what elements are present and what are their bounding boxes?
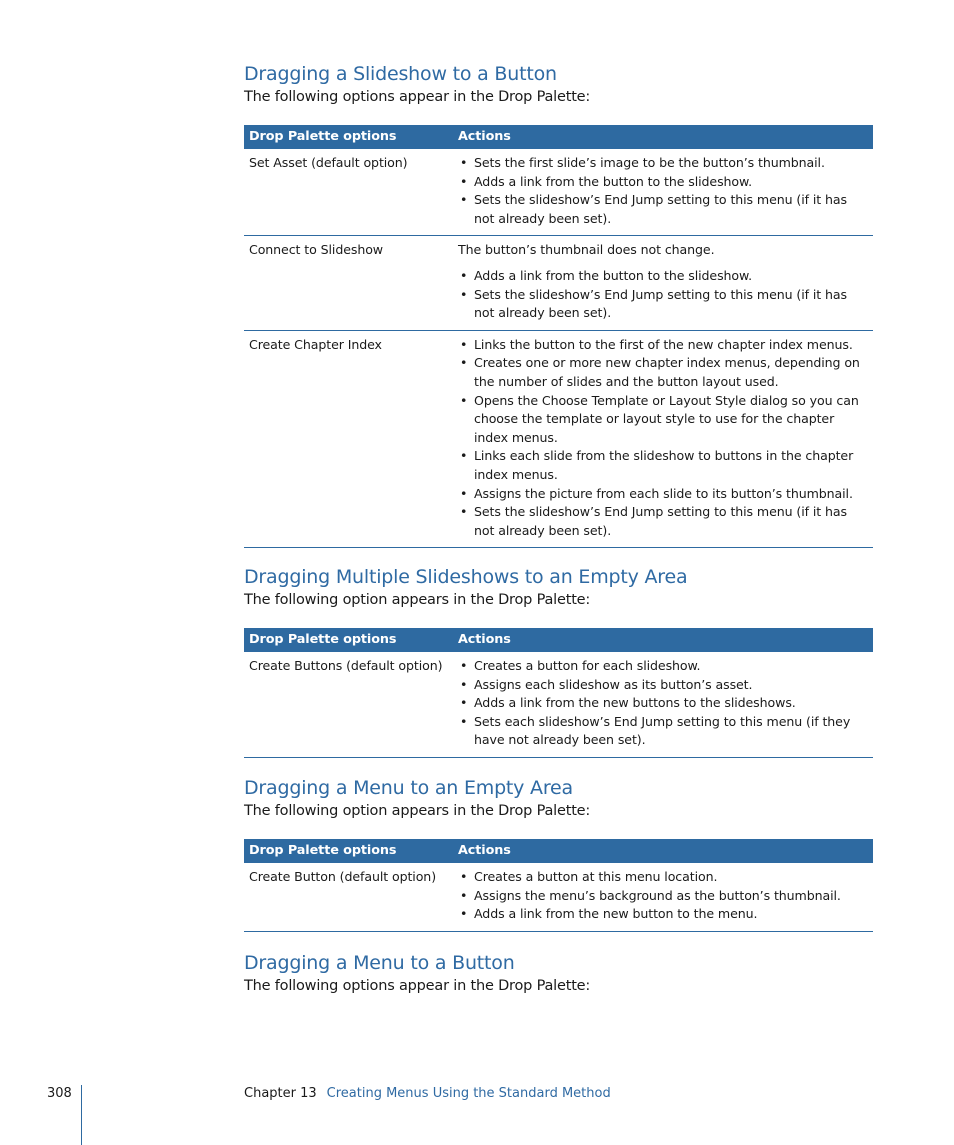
footer-chapter xyxy=(244,1086,611,1101)
column-header: Drop Palette options xyxy=(244,839,453,863)
section-menu-to-button xyxy=(244,951,873,997)
section-heading: Dragging a Menu to an Empty Area xyxy=(244,777,573,799)
chapter-title: Creating Menus Using the Standard Method xyxy=(326,1086,611,1101)
drop-palette-table xyxy=(244,628,873,758)
action-list xyxy=(458,267,868,323)
section-intro: The following options appear in the Drop Palette: xyxy=(244,978,591,994)
option-cell: Create Button (default option) xyxy=(244,863,453,931)
actions-cell xyxy=(453,149,873,236)
action-item: • Sets each slideshow’s End Jump setting to this menu (if they have not already been set). xyxy=(458,713,868,750)
action-item: • Creates a button at this menu location. xyxy=(458,868,868,887)
chapter-label: Chapter 13 xyxy=(244,1086,317,1101)
action-list xyxy=(458,336,868,541)
action-item: • Creates a button for each slideshow. xyxy=(458,657,868,676)
option-cell: Set Asset (default option) xyxy=(244,149,453,236)
action-list xyxy=(458,868,868,924)
footer-divider xyxy=(81,1085,82,1145)
table-row xyxy=(244,330,873,548)
action-item: • Adds a link from the button to the slideshow. xyxy=(458,267,868,286)
actions-cell xyxy=(453,863,873,931)
column-header: Drop Palette options xyxy=(244,628,453,652)
action-item: • Sets the first slide’s image to be the button’s thumbnail. xyxy=(458,154,868,173)
section-heading: Dragging a Menu to a Button xyxy=(244,952,515,974)
section-slideshow-to-button xyxy=(244,62,873,548)
action-item: • Sets the slideshow’s End Jump setting to this menu (if it has not already been set). xyxy=(458,286,868,323)
option-cell: Connect to Slideshow xyxy=(244,236,453,330)
drop-palette-table xyxy=(244,839,873,932)
action-item: • Adds a link from the new button to the menu. xyxy=(458,905,868,924)
page-number: 308 xyxy=(47,1086,72,1101)
section-intro: The following option appears in the Drop Palette: xyxy=(244,803,591,819)
table-row xyxy=(244,236,873,330)
action-item: • Adds a link from the button to the slideshow. xyxy=(458,173,868,192)
action-list xyxy=(458,154,868,228)
action-item: • Sets the slideshow’s End Jump setting to this menu (if it has not already been set). xyxy=(458,503,868,540)
column-header: Actions xyxy=(453,839,873,863)
section-heading: Dragging a Slideshow to a Button xyxy=(244,63,557,85)
column-header: Drop Palette options xyxy=(244,125,453,149)
section-intro: The following option appears in the Drop Palette: xyxy=(244,592,591,608)
action-list xyxy=(458,657,868,750)
action-item: • Links the button to the first of the new chapter index menus. xyxy=(458,336,868,355)
action-item: • Adds a link from the new buttons to the slideshows. xyxy=(458,694,868,713)
table-row xyxy=(244,149,873,236)
action-item: • Sets the slideshow’s End Jump setting to this menu (if it has not already been set). xyxy=(458,191,868,228)
action-item: • Links each slide from the slideshow to buttons in the chapter index menus. xyxy=(458,447,868,484)
action-item: • Assigns the menu’s background as the button’s thumbnail. xyxy=(458,887,868,906)
column-header: Actions xyxy=(453,125,873,149)
action-item: • Assigns the picture from each slide to its button’s thumbnail. xyxy=(458,485,868,504)
section-intro: The following options appear in the Drop Palette: xyxy=(244,89,591,105)
section-heading: Dragging Multiple Slideshows to an Empty Area xyxy=(244,566,688,588)
option-cell: Create Chapter Index xyxy=(244,330,453,548)
drop-palette-table xyxy=(244,125,873,548)
actions-cell xyxy=(453,236,873,330)
action-item: • Creates one or more new chapter index menus, depending on the number of slides and the button layout used. xyxy=(458,354,868,391)
section-menu-to-empty-area xyxy=(244,776,873,932)
section-multiple-slideshows-to-empty-area xyxy=(244,565,873,758)
table-row xyxy=(244,863,873,931)
column-header: Actions xyxy=(453,628,873,652)
action-item: • Assigns each slideshow as its button’s asset. xyxy=(458,676,868,695)
actions-cell xyxy=(453,330,873,548)
action-item: • Opens the Choose Template or Layout Style dialog so you can choose the template or layout style to use for the chapter index menus. xyxy=(458,392,868,448)
action-note: The button’s thumbnail does not change. xyxy=(458,242,715,258)
actions-cell xyxy=(453,652,873,757)
option-cell: Create Buttons (default option) xyxy=(244,652,453,757)
table-row xyxy=(244,652,873,757)
